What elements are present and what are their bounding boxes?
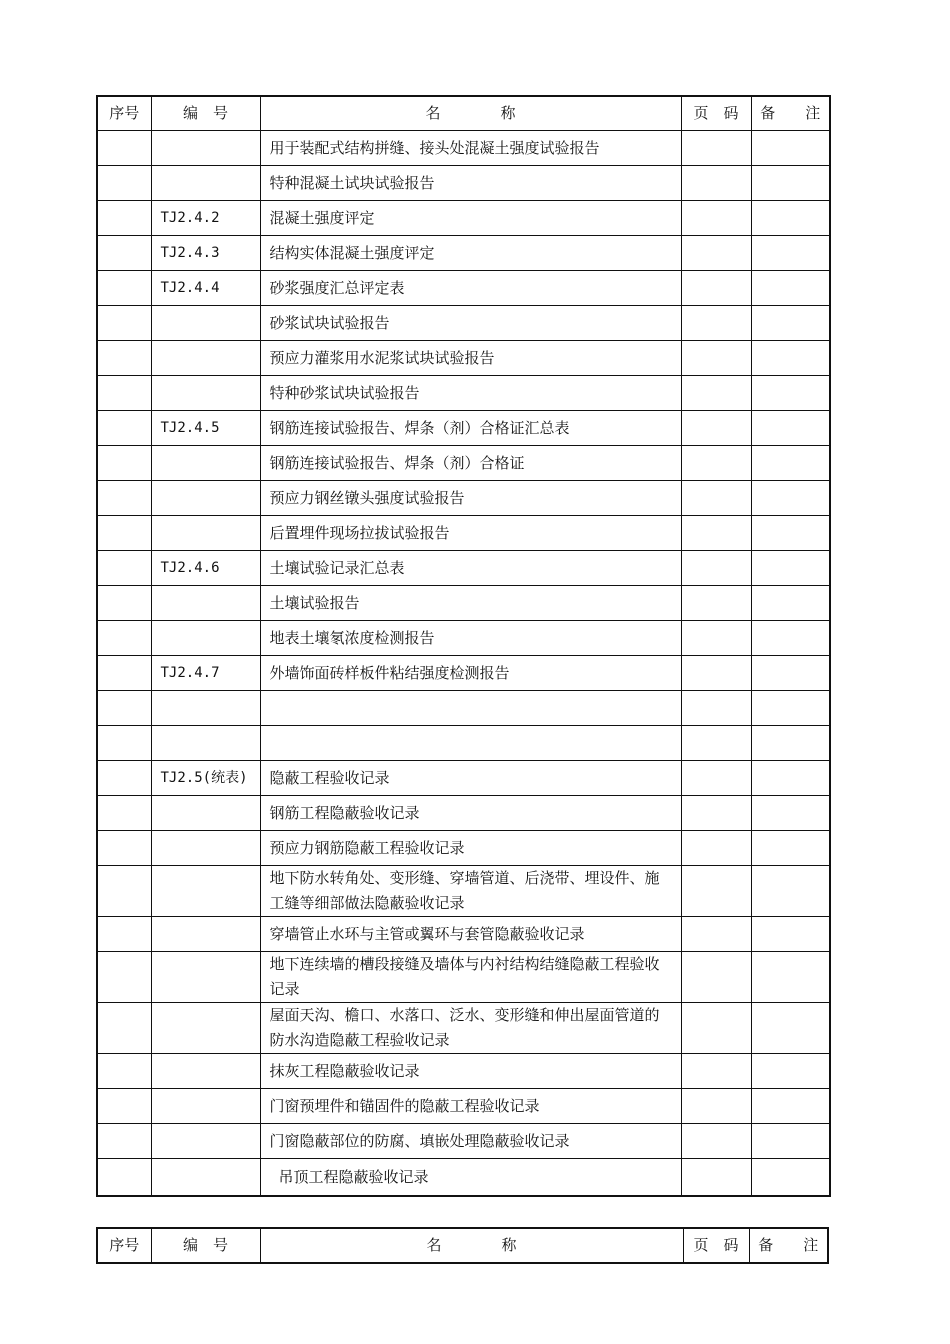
header-seq: 序号 <box>97 1228 151 1263</box>
name-cell: 预应力钢筋隐蔽工程验收记录 <box>260 831 681 866</box>
name-cell: 土壤试验记录汇总表 <box>260 551 681 586</box>
table-row <box>97 341 830 376</box>
name-cell: 地下防水转角处、变形缝、穿墙管道、后浇带、埋设件、施工缝等细部做法隐蔽验收记录 <box>260 866 681 917</box>
code-cell <box>151 376 260 411</box>
note-cell <box>751 271 830 306</box>
code-cell <box>151 166 260 201</box>
code-cell <box>151 917 260 952</box>
note-cell <box>751 306 830 341</box>
note-cell <box>751 831 830 866</box>
page-cell <box>681 952 751 1003</box>
seq-cell <box>97 796 151 831</box>
note-cell <box>751 166 830 201</box>
seq-cell <box>97 341 151 376</box>
seq-cell <box>97 1124 151 1159</box>
name-cell <box>260 726 681 761</box>
seq-cell <box>97 586 151 621</box>
page-cell <box>681 1054 751 1089</box>
name-cell: 隐蔽工程验收记录 <box>260 761 681 796</box>
seq-cell <box>97 201 151 236</box>
seq-cell <box>97 952 151 1003</box>
name-cell: 钢筋连接试验报告、焊条（剂）合格证汇总表 <box>260 411 681 446</box>
table-row <box>97 586 830 621</box>
code-cell <box>151 691 260 726</box>
name-cell: 屋面天沟、檐口、水落口、泛水、变形缝和伸出屋面管道的防水沟造隐蔽工程验收记录 <box>260 1003 681 1054</box>
page-cell <box>681 131 751 166</box>
table-row <box>97 306 830 341</box>
note-cell <box>751 411 830 446</box>
page-cell <box>681 446 751 481</box>
note-cell <box>751 236 830 271</box>
note-cell <box>751 1124 830 1159</box>
seq-cell <box>97 1003 151 1054</box>
seq-cell <box>97 131 151 166</box>
note-cell <box>751 131 830 166</box>
code-cell <box>151 726 260 761</box>
note-cell <box>751 586 830 621</box>
header-page: 页 码 <box>683 1228 749 1263</box>
header-note: 备 注 <box>751 96 830 131</box>
code-cell <box>151 866 260 917</box>
table-row <box>97 656 830 691</box>
name-cell: 门窗隐蔽部位的防腐、填嵌处理隐蔽验收记录 <box>260 1124 681 1159</box>
page-cell <box>681 621 751 656</box>
page-cell <box>681 481 751 516</box>
table-row <box>97 551 830 586</box>
seq-cell <box>97 621 151 656</box>
code-cell: TJ2.4.4 <box>151 271 260 306</box>
seq-cell <box>97 481 151 516</box>
note-cell <box>751 341 830 376</box>
code-cell <box>151 796 260 831</box>
header-page: 页 码 <box>681 96 751 131</box>
table-row <box>97 131 830 166</box>
seq-cell <box>97 1159 151 1197</box>
table-row <box>97 201 830 236</box>
table-row <box>97 831 830 866</box>
page-cell <box>681 866 751 917</box>
page-cell <box>681 586 751 621</box>
seq-cell <box>97 551 151 586</box>
page-cell <box>681 726 751 761</box>
header-note: 备 注 <box>749 1228 828 1263</box>
note-cell <box>751 952 830 1003</box>
name-cell: 砂浆试块试验报告 <box>260 306 681 341</box>
note-cell <box>751 691 830 726</box>
seq-cell <box>97 726 151 761</box>
name-cell: 预应力钢丝镦头强度试验报告 <box>260 481 681 516</box>
page-cell <box>681 341 751 376</box>
name-cell: 地下连续墙的槽段接缝及墙体与内衬结构结缝隐蔽工程验收记录 <box>260 952 681 1003</box>
table-row <box>97 952 830 1003</box>
name-cell: 穿墙管止水环与主管或翼环与套管隐蔽验收记录 <box>260 917 681 952</box>
page-cell <box>681 691 751 726</box>
table-row <box>97 761 830 796</box>
name-cell: 门窗预埋件和锚固件的隐蔽工程验收记录 <box>260 1089 681 1124</box>
seq-cell <box>97 376 151 411</box>
page-cell <box>681 1124 751 1159</box>
code-cell: TJ2.4.2 <box>151 201 260 236</box>
page-cell <box>681 1003 751 1054</box>
note-cell <box>751 376 830 411</box>
note-cell <box>751 796 830 831</box>
name-cell: 特种混凝土试块试验报告 <box>260 166 681 201</box>
page-cell <box>681 656 751 691</box>
note-cell <box>751 726 830 761</box>
code-cell <box>151 446 260 481</box>
page-cell <box>681 166 751 201</box>
header-code: 编 号 <box>151 96 260 131</box>
code-cell <box>151 341 260 376</box>
code-cell <box>151 952 260 1003</box>
table-row <box>97 516 830 551</box>
name-cell: 预应力灌浆用水泥浆试块试验报告 <box>260 341 681 376</box>
seq-cell <box>97 271 151 306</box>
note-cell <box>751 201 830 236</box>
table-row <box>97 691 830 726</box>
document-index-table <box>96 95 831 1197</box>
note-cell <box>751 1089 830 1124</box>
seq-cell <box>97 1089 151 1124</box>
table-row <box>97 1159 830 1197</box>
name-cell <box>260 691 681 726</box>
page-cell <box>681 201 751 236</box>
name-cell: 用于装配式结构拼缝、接头处混凝土强度试验报告 <box>260 131 681 166</box>
name-cell: 钢筋连接试验报告、焊条（剂）合格证 <box>260 446 681 481</box>
header-name: 名 称 <box>260 96 681 131</box>
table-header-row <box>97 1228 828 1263</box>
note-cell <box>751 621 830 656</box>
table-row <box>97 1054 830 1089</box>
note-cell <box>751 481 830 516</box>
table-row <box>97 917 830 952</box>
table-row <box>97 236 830 271</box>
table-row <box>97 866 830 917</box>
page-cell <box>681 1089 751 1124</box>
seq-cell <box>97 411 151 446</box>
code-cell <box>151 1054 260 1089</box>
table-row <box>97 411 830 446</box>
code-cell: TJ2.4.3 <box>151 236 260 271</box>
note-cell <box>751 866 830 917</box>
seq-cell <box>97 831 151 866</box>
note-cell <box>751 761 830 796</box>
seq-cell <box>97 516 151 551</box>
code-cell <box>151 516 260 551</box>
seq-cell <box>97 917 151 952</box>
code-cell: TJ2.4.7 <box>151 656 260 691</box>
table-row <box>97 621 830 656</box>
note-cell <box>751 1159 830 1197</box>
name-cell: 结构实体混凝土强度评定 <box>260 236 681 271</box>
code-cell: TJ2.4.6 <box>151 551 260 586</box>
name-cell: 特种砂浆试块试验报告 <box>260 376 681 411</box>
table-row <box>97 166 830 201</box>
seq-cell <box>97 306 151 341</box>
seq-cell <box>97 691 151 726</box>
page-cell <box>681 917 751 952</box>
table-row <box>97 726 830 761</box>
table-row <box>97 446 830 481</box>
header-name: 名 称 <box>260 1228 683 1263</box>
page-cell <box>681 306 751 341</box>
note-cell <box>751 551 830 586</box>
page-cell <box>681 271 751 306</box>
name-cell: 土壤试验报告 <box>260 586 681 621</box>
page-cell <box>681 516 751 551</box>
code-cell <box>151 621 260 656</box>
page-cell <box>681 761 751 796</box>
note-cell <box>751 446 830 481</box>
note-cell <box>751 1003 830 1054</box>
code-cell: TJ2.4.5 <box>151 411 260 446</box>
code-cell <box>151 306 260 341</box>
page-cell <box>681 831 751 866</box>
code-cell <box>151 1003 260 1054</box>
table-row <box>97 1089 830 1124</box>
table-row <box>97 271 830 306</box>
name-cell: 后置埋件现场拉拔试验报告 <box>260 516 681 551</box>
seq-cell <box>97 866 151 917</box>
page-cell <box>681 411 751 446</box>
code-cell <box>151 1089 260 1124</box>
code-cell <box>151 831 260 866</box>
table-row <box>97 1124 830 1159</box>
page-cell <box>681 376 751 411</box>
table-header-row <box>97 96 830 131</box>
header-code: 编 号 <box>151 1228 260 1263</box>
seq-cell <box>97 1054 151 1089</box>
note-cell <box>751 1054 830 1089</box>
page-cell <box>681 236 751 271</box>
table-row <box>97 481 830 516</box>
table-row <box>97 796 830 831</box>
note-cell <box>751 656 830 691</box>
name-cell: 砂浆强度汇总评定表 <box>260 271 681 306</box>
page-cell <box>681 551 751 586</box>
seq-cell <box>97 236 151 271</box>
note-cell <box>751 917 830 952</box>
code-cell <box>151 131 260 166</box>
note-cell <box>751 516 830 551</box>
seq-cell <box>97 166 151 201</box>
name-cell: 钢筋工程隐蔽验收记录 <box>260 796 681 831</box>
code-cell <box>151 1124 260 1159</box>
page-cell <box>681 796 751 831</box>
header-seq: 序号 <box>97 96 151 131</box>
seq-cell <box>97 446 151 481</box>
code-cell <box>151 1159 260 1197</box>
seq-cell <box>97 656 151 691</box>
table-row <box>97 1003 830 1054</box>
page-cell <box>681 1159 751 1197</box>
code-cell <box>151 586 260 621</box>
code-cell: TJ2.5(统表) <box>151 761 260 796</box>
name-cell: 吊顶工程隐蔽验收记录 <box>260 1159 681 1197</box>
next-page-table-header <box>96 1227 829 1264</box>
table-row <box>97 376 830 411</box>
name-cell: 混凝土强度评定 <box>260 201 681 236</box>
seq-cell <box>97 761 151 796</box>
code-cell <box>151 481 260 516</box>
name-cell: 抹灰工程隐蔽验收记录 <box>260 1054 681 1089</box>
name-cell: 外墙饰面砖样板件粘结强度检测报告 <box>260 656 681 691</box>
name-cell: 地表土壤氡浓度检测报告 <box>260 621 681 656</box>
